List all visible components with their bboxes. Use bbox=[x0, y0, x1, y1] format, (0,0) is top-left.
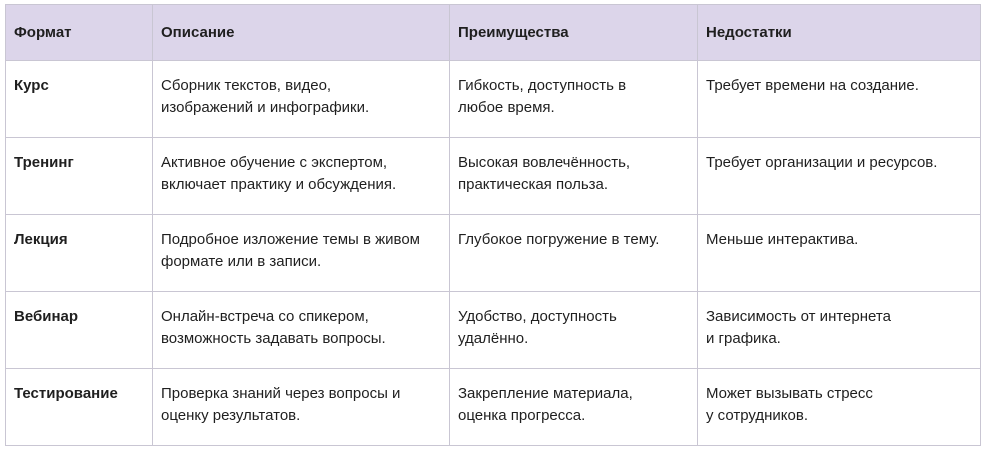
header-description: Описание bbox=[153, 5, 450, 61]
table-row bbox=[6, 292, 981, 369]
comparison-table bbox=[5, 4, 981, 446]
cell-description: Проверка знаний через вопросы и оценку результатов. bbox=[153, 369, 450, 446]
header-row bbox=[6, 5, 981, 61]
cell-disadvantages: Может вызывать стресс у сотрудников. bbox=[698, 369, 981, 446]
cell-format: Лекция bbox=[6, 215, 153, 292]
cell-advantages: Удобство, доступность удалённо. bbox=[450, 292, 698, 369]
header-disadvantages: Недостатки bbox=[698, 5, 981, 61]
cell-disadvantages: Требует организации и ресурсов. bbox=[698, 138, 981, 215]
table-body bbox=[6, 61, 981, 446]
cell-format: Тестирование bbox=[6, 369, 153, 446]
cell-description: Онлайн-встреча со спикером, возможность задавать вопросы. bbox=[153, 292, 450, 369]
cell-description: Сборник текстов, видео, изображений и инфографики. bbox=[153, 61, 450, 138]
table-row bbox=[6, 215, 981, 292]
cell-advantages: Высокая вовлечённость, практическая польза. bbox=[450, 138, 698, 215]
cell-format: Вебинар bbox=[6, 292, 153, 369]
cell-advantages: Глубокое погружение в тему. bbox=[450, 215, 698, 292]
cell-advantages: Гибкость, доступность в любое время. bbox=[450, 61, 698, 138]
cell-disadvantages: Требует времени на создание. bbox=[698, 61, 981, 138]
cell-format: Курс bbox=[6, 61, 153, 138]
cell-description: Активное обучение с экспертом, включает практику и обсуждения. bbox=[153, 138, 450, 215]
header-advantages: Преимущества bbox=[450, 5, 698, 61]
cell-disadvantages: Меньше интерактива. bbox=[698, 215, 981, 292]
table-row bbox=[6, 138, 981, 215]
table-header bbox=[6, 5, 981, 61]
cell-advantages: Закрепление материала, оценка прогресса. bbox=[450, 369, 698, 446]
cell-format: Тренинг bbox=[6, 138, 153, 215]
table-row bbox=[6, 369, 981, 446]
cell-description: Подробное изложение темы в живом формате или в записи. bbox=[153, 215, 450, 292]
header-format: Формат bbox=[6, 5, 153, 61]
cell-disadvantages: Зависимость от интернета и графика. bbox=[698, 292, 981, 369]
table-row bbox=[6, 61, 981, 138]
